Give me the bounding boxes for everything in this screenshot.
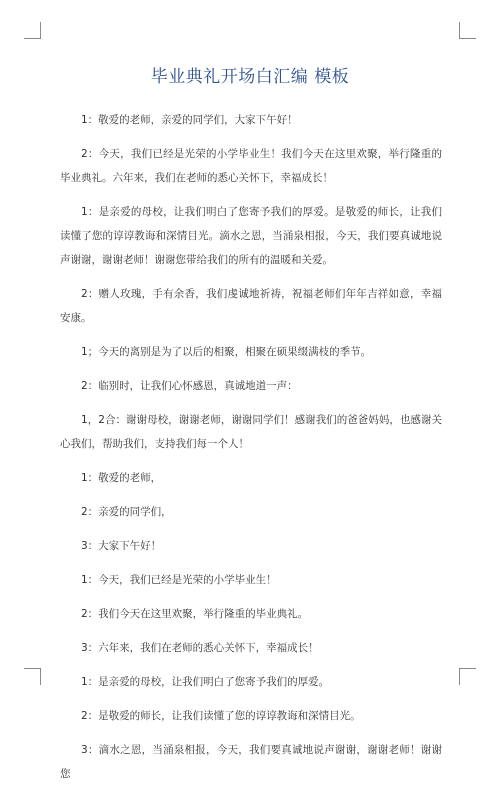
crop-mark-top-left [24,22,41,39]
crop-mark-bottom-left [24,668,41,685]
paragraph-12: 2：我们今天在这里欢聚，举行隆重的毕业典礼。 [81,608,309,620]
paragraph-10: 3：大家下午好！ [81,540,162,552]
paragraph-5: 1；今天的离别是为了以后的相聚，相聚在硕果缀满枝的季节。 [81,346,372,358]
paragraph-11: 1：今天，我们已经是光荣的小学毕业生！ [81,574,277,586]
paragraph-2: 2：今天，我们已经是光荣的小学毕业生！我们今天在这里欢聚，举行隆重的毕业典礼。六年来，我们在老师的悉心关怀下，幸福成长！ [60,148,442,184]
paragraph-15: 2：是敬爱的师长，让我们读懂了您的谆谆教诲和深情目光。 [81,710,361,722]
crop-mark-top-right [459,22,476,39]
document-title: 毕业典礼开场白汇编 模板 [150,67,350,87]
crop-mark-bottom-right [459,668,476,685]
paragraph-3: 1：是亲爱的母校，让我们明白了您寄予我们的厚爱。是敬爱的师长，让我们读懂了您的谆谆教诲和深情目光。滴水之恩，当涌泉相报，今天，我们要真诚地说声谢谢，谢谢老师！谢谢您带给我们的所有的温暖和关爱。 [60,206,442,266]
paragraph-9: 2：亲爱的同学们， [81,506,172,518]
document-body [60,108,442,796]
paragraph-13: 3：六年来，我们在老师的悉心关怀下，幸福成长！ [81,642,319,654]
paragraph-6: 2：临别时，让我们心怀感恩，真诚地道一声： [81,380,298,392]
paragraph-14: 1：是亲爱的母校，让我们明白了您寄予我们的厚爱。 [81,676,330,688]
paragraph-4: 2：赠人玫瑰，手有余香，我们虔诚地祈祷，祝福老师们年年吉祥如意，幸福安康。 [60,288,442,324]
paragraph-8: 1：敬爱的老师， [81,472,162,484]
paragraph-1: 1：敬爱的老师，亲爱的同学们，大家下午好！ [81,114,298,126]
paragraph-16: 3：滴水之恩，当涌泉相报，今天，我们要真诚地说声谢谢，谢谢老师！谢谢您 [60,744,442,780]
paragraph-7: 1，2合：谢谢母校，谢谢老师，谢谢同学们！感谢我们的爸爸妈妈，也感谢关心我们，帮助我们，支持我们每一个人！ [60,414,442,450]
